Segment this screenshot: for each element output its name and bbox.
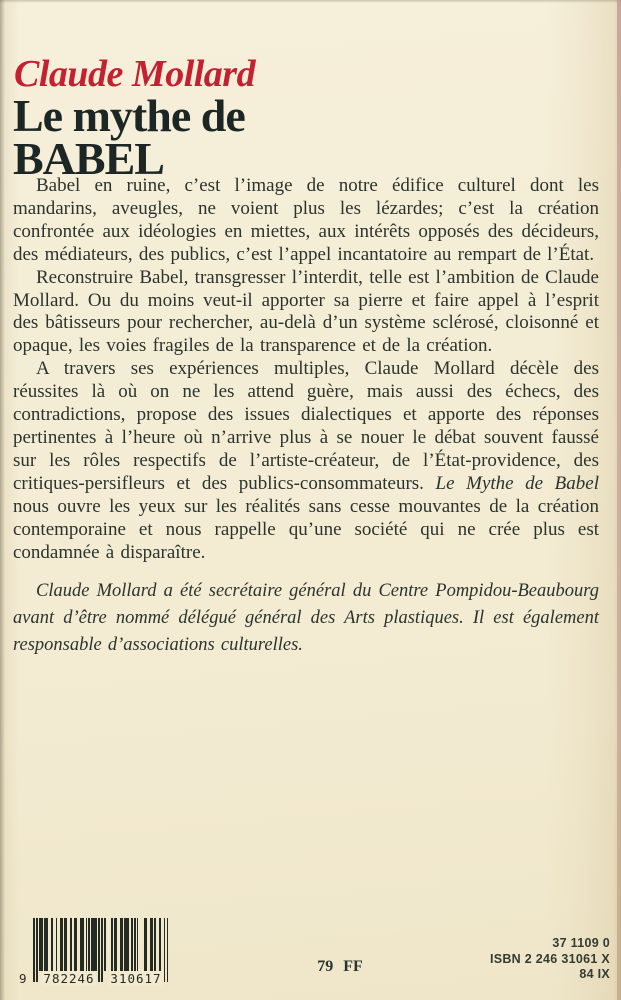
- blurb-paragraph-3-after: nous ouvre les yeux sur les réalités sans cesse mouvantes de la création contemporaine et nous rappelle qu’une société qui ne crée plus est condamnée à disparaître.: [13, 495, 599, 563]
- ean-digits-group1: 782246: [43, 971, 95, 986]
- author-bio: Claude Mollard a été secrétaire général du Centre Pompidou-Beaubourg avant d’être nommé délégué général des Arts plastiques. Il est également responsable d’associations culturelles.: [13, 581, 599, 656]
- ean-barcode: [19, 918, 168, 986]
- scan-edge-top: [0, 0, 621, 3]
- blurb-text-block: [13, 175, 599, 659]
- isbn-number: ISBN 2 246 31061 X: [489, 951, 610, 966]
- ean-barcode-digits: [19, 970, 168, 986]
- book-title-line2: BABEL: [13, 132, 164, 184]
- blurb-paragraph-3-before: A travers ses expériences multiples, Claude Mollard décèle des réussites là où on ne les attend guère, mais aussi des échecs, des contradictions, propose des issues dialectiques et apporte des réponses pertinentes à l’heure où n’arrive plus à se nouer le débat souvent faussé sur les rôles respectifs de l’artiste-créateur, de l’État-providence, des critiques-persifleurs et des publics-consommateurs.: [13, 358, 599, 494]
- ean-digit-left: 9: [19, 971, 27, 986]
- blurb-paragraph-3: [13, 358, 599, 564]
- scan-edge-left: [0, 0, 5, 1000]
- blurb-paragraph-2: Reconstruire Babel, transgresser l’interdit, telle est l’ambition de Claude Mollard. Ou du moins veut-il apporter sa pierre et faire appel à l’esprit des bâtisseurs pour rechercher, au-delà d’un système sclérosé, cloisonné et opaque, les voies fragiles de la transparence et de la création.: [13, 266, 599, 357]
- imprint-block: [490, 936, 610, 983]
- price-label: 79 FF: [317, 958, 363, 975]
- scan-edge-right: [617, 0, 621, 1000]
- book-title: [13, 89, 245, 184]
- ean-digits-group2: 310617: [110, 971, 162, 986]
- blurb-paragraph-1: Babel en ruine, c’est l’image de notre édifice culturel dont les mandarins, aveugles, ne voient plus les lézardes; c’est la création confrontée aux idéologies en miettes, aux intérêts opposés des décideurs, des médiateurs, des publics, c’est l’appel incantatoire au rempart de l’État.: [13, 175, 599, 265]
- imprint-date-code: 84 IX: [579, 967, 610, 981]
- author-name: Claude Mollard: [14, 52, 256, 95]
- inline-book-title: Le Mythe de Babel: [435, 472, 599, 494]
- imprint-code: 37 1109 0: [552, 936, 610, 950]
- book-title-line1: Le mythe de: [13, 89, 245, 141]
